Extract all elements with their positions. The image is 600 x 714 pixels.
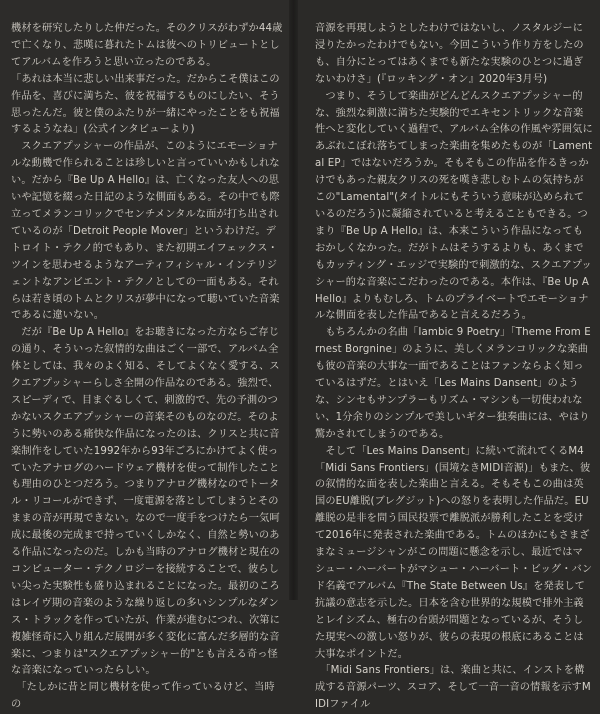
paragraph: 「あれは本当に悲しい出来事だった。だからこそ僕はこの作品を、喜びに満ちた、彼を祝福するものにしたい、そう思ったんだ。彼と僕のふたりが一緒にやったことをも祝福するようなね」(公式インタビューより) [11, 73, 280, 136]
paragraph: 音源を再現しようとしたわけではないし、ノスタルジーに浸りたかったわけでもない。今回こういう作り方をしたのも、自分にとってはあくまでも新たな実験のひとつに過ぎないわけさ」(『ロッキング・オン』2020年3月号) [315, 23, 584, 85]
right-page [298, 0, 600, 711]
paragraph: そして「Les Mains Dansent」に続いて流れてくるM4「Midi Sans Frontiers」(国境なきMIDI音源)」もまた、彼の叙情的な面を表した楽曲と言える。そもそもこの曲は英国のEU離脱(ブレグジット)への怒りを表明した作品だ。EU離脱の是非を問う国民投票で離脱派が勝利したことを受けて2016年に発表された楽曲である。トムのほかにもさまざまなミュージシャンがこの問題に懸念を示し、最近ではマシュー・ハーバートがマシュー・ハーバート・ビッグ・バンド名義でアルバム『The State Between Us』を発表して抗議の意志を示した。日本を含む世界的な規模で排外主義とレイシズム、極右の台頭が問題となっているが、そうした現実への激しい怒りが、彼らの表現の根底にあることは大事なポイントだ。 [315, 445, 593, 660]
paragraph: 機材を研究したりした仲だった。そのクリスがわずか44歳で亡くなり、悲嘆に暮れたトムは彼へのトリビュートとしてアルバムを作ろうと思い立ったのである。 [11, 23, 283, 68]
left-text-column [11, 21, 283, 714]
paragraph: 「Midi Sans Frontiers」は、楽曲と共に、インストを構成する音源パーツ、スコア、そして一音一音の情報を示すMIDIファイル [315, 665, 591, 711]
page-gutter [289, 0, 298, 600]
paragraph: つまり、そうして楽曲がどんどんスクエアプッシャー的な、強烈な刺激に満ちた実験的でエキセントリックな音楽性へと変化していく過程で、アルバム全体の作風や雰囲気にあぶれこぼれ落ちてしまった楽曲を集めたものが「Lamental EP」ではないだろうか。そもそもこの作品を作るきっかけでもあった親友クリスの死を嘆き悲しむトムの気持ちがこの"Lamental"(タイトルにもそういう意味が込められているのだろう)に凝縮されていると考えることもできる。つまり『Be Up A Hello』は、本来こういう作品になってもおかしくなかった。だがトムはそうするよりも、あくまでもカッティング・エッジで実験的で刺激的な、スクエアプッシャー的な音楽にこだわったのである。本作は、『Be Up A Hello』よりもむしろ、トムのプライベートでエモーショナルな側面を表した作品であると言えるだろう。 [315, 90, 593, 322]
left-page [0, 0, 289, 711]
right-text-column [315, 21, 593, 714]
paragraph: もちろんかの名曲「Iambic 9 Poetry」「Theme From Ernest Borgnine」のように、美しくメランコリックな楽曲も彼の音楽の大事な一面であることはファンならよく知っているはずだ。とはいえ「Les Mains Dansent」のような、シンセもサンプラーもリズム・マシンも一切使われない、1分余りのシンプルで美しいギター独奏曲には、やはり驚かされてしまうのである。 [315, 327, 591, 440]
paragraph: スクエアプッシャーの作品が、このようにエモーショナルな動機で作られることは珍しいと言っていいかもしれない。だから『Be Up A Hello』は、亡くなった友人への思いや記憶を綴った日記のような側面もある。その中でも際立ってメランコリックでセンチメンタルな面が打ち出されているのが「Detroit People Mover」というわけだ。デトロイト・テクノ的でもあり、また初期エイフェックス・ツインを思わせるようなアーティフィシャル・インテリジェントなアンビエント・テクノとしての一面もある。それらは若き頃のトムとクリスが夢中になって聴いていた音楽であるに違いない。 [11, 141, 280, 322]
paragraph: 「たしかに昔と同じ機材を使って作っているけど、当時の [11, 682, 275, 711]
paragraph: だが『Be Up A Hello』をお聴きになった方ならご存じの通り、そういった叙情的な曲はごく一部で、アルバム全体としては、我々のよく知る、そしてよくなく愛する、スクエアプッシャーらしさ全開の作品なのである。強烈で、スピーディで、目まぐるしくて、刺激的で、先の予測のつかないスクエアプッシャーの音楽そのものなのだ。そのように勢いのある痛快な作品になったのは、クリスと共に音楽制作をしていた1992年から93年ごろにかけてよく使っていたアナログのハードウェア機材を使って制作したことも理由のひとつだろう。つまりアナログ機材なのでトータル・リコールができず、一度電源を落としてしまうとそのままの音が再現できない。なので一度手をつけたら一気呵成に最後の完成まで持っていくしかなく、自然と勢いのある作品になったのだ。しかも当時のアナログ機材と現在のコンピューター・テクノロジーを接続することで、彼らしい尖った実験性も盛り込まれることになった。最初のころはレイヴ期の音楽のような繰り返しの多いシンプルなダンス・トラックを作っていたが、作業が進むにつれ、次第に複雑怪奇に入り組んだ展開が多く変化に富んだ多層的な音楽に、つまりは"スクエアプッシャー的"とも言える奇っ怪な音楽になっていったらしい。 [11, 327, 280, 677]
